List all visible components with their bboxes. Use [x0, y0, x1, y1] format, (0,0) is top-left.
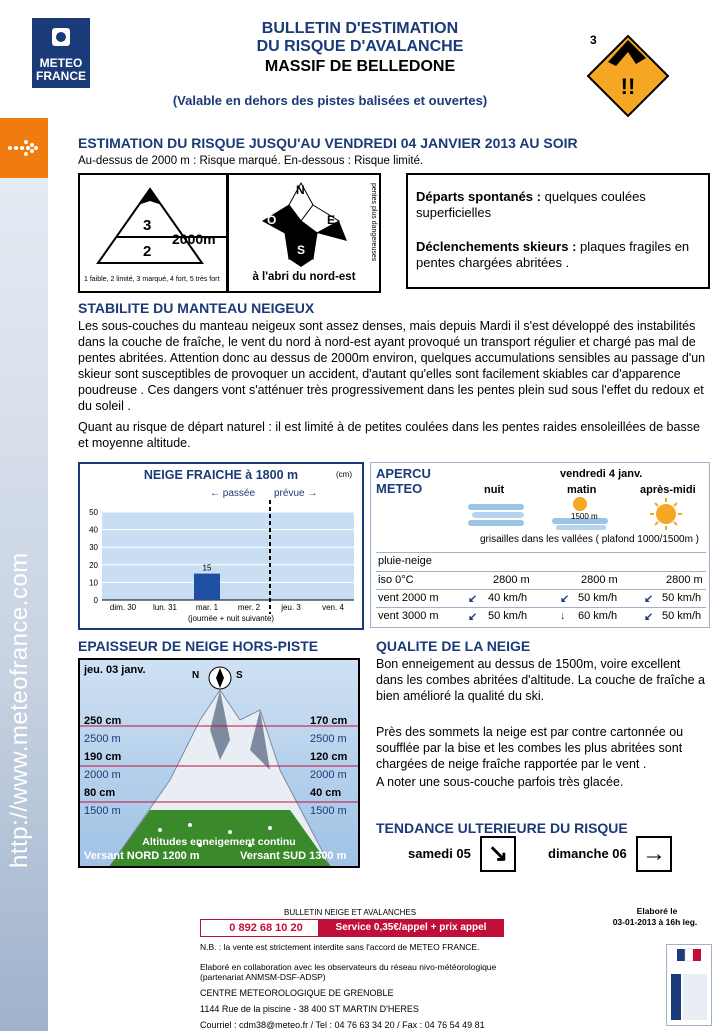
- dotted-arrow-icon: [0, 118, 48, 178]
- sun-icon: [650, 498, 682, 530]
- row-label: iso 0°C: [378, 574, 414, 586]
- meteo-france-logo: [32, 18, 90, 88]
- departs-text: quelques coulées superficielles: [416, 189, 646, 220]
- x-tick-label: mar. 1: [195, 603, 219, 612]
- declench-label: Déclenchements skieurs :: [416, 239, 577, 254]
- elabore-date: 03-01-2013 à 16h leg.: [612, 917, 698, 927]
- footer-address: 1144 Rue de la piscine - 38 400 ST MARTIN D'HERES: [200, 1004, 419, 1014]
- risk-3-warning-icon: [586, 34, 670, 118]
- wind-arrow-icon: ↙: [644, 611, 654, 623]
- left-alt-2: 2000 m: [84, 769, 121, 781]
- tendance-day1: samedi 05: [408, 846, 471, 861]
- compass-o: O: [267, 213, 277, 227]
- compass-n-label: N: [192, 670, 200, 681]
- fog-icon: [468, 504, 524, 526]
- left-alt-3: 1500 m: [84, 805, 121, 817]
- stabilite-paragraph-1: Les sous-couches du manteau neigeux sont assez denses, mais depuis Mardi il s'est développé des instabilités dans la couche de fraîche, le vent du nord à nord-est ayant provoqué un transport régulier et chargé pas mal de pentes abritées. Attention donc au dessus de 2000m environ, quelques accumulations sensibles au passage d'un skieur sont susceptibles de provoquer un accident, d'autant qu'elles sont facilement skiables car d'apparence poudreuse . Ces dangers vont s'atténuer très progressivement dans les pentes plein sud sous l'effet du redoux et du soleil .: [78, 319, 706, 413]
- risk-detail-box: [406, 173, 710, 289]
- apercu-day: vendredi 4 janv.: [560, 468, 643, 480]
- prevue-label: prévue →: [274, 488, 318, 499]
- bar: [194, 574, 220, 600]
- apercu-row-vent3000: [376, 607, 706, 626]
- right-depth-1: 170 cm: [310, 715, 348, 727]
- ministry-emblem-icon: [667, 970, 711, 1028]
- trend-arrow-right-icon: →: [636, 836, 672, 872]
- bar-value-label: 15: [202, 563, 212, 573]
- vent2000-apres-midi: 50 km/h: [662, 592, 702, 604]
- versant-nord: Versant NORD 1200 m: [84, 850, 200, 862]
- tendance-day2: dimanche 06: [548, 846, 627, 861]
- x-tick-label: jeu. 3: [281, 603, 301, 612]
- mountain-risk-diagram-icon: [80, 175, 226, 271]
- right-depth-3: 40 cm: [310, 787, 342, 799]
- neige-fraiche-title: NEIGE FRAICHE à 1800 m: [143, 468, 299, 482]
- risk-lower: 2: [143, 243, 152, 260]
- estimation-summary: Au-dessus de 2000 m : Risque marqué. En-dessous : Risque limité.: [78, 155, 424, 167]
- wind-arrow-icon: ↓: [560, 610, 566, 622]
- y-tick-label: 50: [89, 508, 98, 517]
- freezing-alt-label: 1500 m: [571, 512, 598, 521]
- period-apres-midi: après-midi: [640, 484, 696, 496]
- vent2000-nuit: 40 km/h: [488, 592, 528, 604]
- elabore-label: Elaboré le: [636, 906, 678, 916]
- apercu-note: grisailles dans les vallées ( plafond 1000/1500m ): [480, 534, 700, 545]
- logo-line1: METEO: [39, 56, 83, 70]
- wind-arrow-icon: ↙: [644, 593, 654, 605]
- x-tick-label: lun. 31: [152, 603, 178, 612]
- apercu-row-pluie: [376, 552, 706, 571]
- day-note: (journée + nuit suivante): [188, 614, 275, 623]
- period-nuit: nuit: [484, 484, 505, 496]
- right-depth-2: 120 cm: [310, 751, 348, 763]
- logo-emblem-icon: [32, 18, 90, 52]
- sidebar-orange-tab: [0, 118, 48, 178]
- risk-mountain-box: [78, 173, 228, 293]
- risk-level-number: 3: [590, 33, 597, 47]
- wind-arrow-icon: ↙: [468, 593, 478, 605]
- period-matin: matin: [567, 484, 597, 496]
- chart-plot-bg: [102, 512, 354, 600]
- compass-icon: [206, 664, 234, 692]
- logo-line2: FRANCE: [36, 69, 86, 83]
- vent3000-apres-midi: 50 km/h: [662, 610, 702, 622]
- declench-text: plaques fragiles en pentes chargées abritées .: [416, 239, 690, 270]
- phone-number[interactable]: 0 892 68 10 20: [200, 919, 332, 937]
- qualite-paragraph-1: Bon enneigement au dessus de 1500m, voire excellent dans les combes abritées d'altitude. La couche de fraîche a bien amélioré la qualité du ski.: [376, 657, 705, 703]
- departs-label: Départs spontanés :: [416, 189, 541, 204]
- left-depth-1: 250 cm: [84, 715, 122, 727]
- left-depth-3: 80 cm: [84, 787, 116, 799]
- y-tick-label: 10: [89, 578, 98, 588]
- estimation-title: ESTIMATION DU RISQUE JUSQU'AU VENDREDI 04 JANVIER 2013 AU SOIR: [78, 135, 578, 151]
- x-tick-label: dim. 30: [109, 603, 137, 612]
- title-line1: BULLETIN D'ESTIMATION: [261, 20, 459, 37]
- risk-scale-legend: 1 faible, 2 limité, 3 marqué, 4 fort, 5 très fort: [84, 276, 220, 283]
- iso-matin: 2800 m: [581, 574, 618, 586]
- neige-fraiche-unit: (cm): [336, 470, 352, 479]
- aspect-caption: à l'abri du nord-est: [252, 271, 356, 283]
- compass-s: S: [297, 243, 306, 257]
- qualite-paragraph-3: A noter une sous-couche parfois très glacée.: [376, 775, 624, 789]
- versant-sud: Versant SUD 1300 m: [240, 850, 347, 862]
- left-alt-1: 2500 m: [84, 733, 121, 745]
- vent3000-nuit: 50 km/h: [488, 610, 528, 622]
- chart-xlabels: [110, 603, 345, 612]
- footer-contact[interactable]: Courriel : cdm38@meteo.fr / Tel : 04 76 63 34 20 / Fax : 04 76 54 49 81: [200, 1020, 485, 1030]
- y-tick-label: 30: [89, 543, 98, 553]
- neige-fraiche-panel: [78, 462, 364, 630]
- x-tick-label: mer. 2: [237, 603, 261, 612]
- altitudes-label: Altitudes enneigement continu: [142, 836, 296, 848]
- row-label: vent 3000 m: [378, 610, 439, 622]
- right-alt-3: 1500 m: [310, 805, 347, 817]
- passee-label: ← passée: [210, 488, 256, 499]
- neige-fraiche-chart: [80, 464, 362, 628]
- snow-depth-panel: [78, 658, 360, 868]
- row-label: pluie-neige: [378, 555, 432, 567]
- apercu-row-iso: [376, 571, 706, 590]
- risk-exclamations: !!: [620, 74, 636, 99]
- epaisseur-title: EPAISSEUR DE NEIGE HORS-PISTE: [78, 638, 319, 654]
- footer-dotted-arrow-icon: [140, 962, 190, 982]
- row-label: vent 2000 m: [378, 592, 439, 604]
- stabilite-title: STABILITE DU MANTEAU NEIGEUX: [78, 300, 315, 316]
- trend-arrow-down-right-icon: ↘: [480, 836, 516, 872]
- apercu-title-1: APERCU: [376, 466, 431, 481]
- x-tick-label: ven. 4: [322, 603, 344, 612]
- altitude-threshold: 2000m: [172, 231, 216, 247]
- stabilite-paragraph-2: Quant au risque de départ naturel : il est limité à de petites coulées dans les pentes raides ensoleillées de basse et moyenne altitude.: [78, 420, 700, 450]
- ministry-logo: [666, 944, 712, 1026]
- validity-subtitle: (Valable en dehors des pistes balisées et ouvertes): [172, 93, 488, 108]
- chart-yticks: [89, 508, 98, 605]
- title-line2: DU RISQUE D'AVALANCHE: [256, 38, 464, 55]
- y-tick-label: 40: [89, 525, 98, 535]
- y-tick-label: 20: [89, 560, 98, 570]
- aspect-rose-box: N E S O pentes plus dangereuses à l'abri du nord-est: [227, 173, 381, 293]
- right-alt-1: 2500 m: [310, 733, 347, 745]
- phone-service-tariff: Service 0,35€/appel + prix appel: [318, 919, 504, 937]
- apercu-row-vent2000: [376, 589, 706, 608]
- vent2000-matin: 50 km/h: [578, 592, 618, 604]
- apercu-title-2: METEO: [376, 481, 423, 496]
- right-alt-2: 2000 m: [310, 769, 347, 781]
- risk-upper: 3: [143, 217, 152, 234]
- footer-nb: N.B. : la vente est strictement interdite sans l'accord de METEO FRANCE.: [200, 942, 480, 952]
- y-tick-label: 0: [93, 596, 98, 605]
- left-depth-2: 190 cm: [84, 751, 122, 763]
- massif-name: MASSIF DE BELLEDONE: [264, 58, 456, 75]
- compass-s-label: S: [236, 670, 243, 681]
- iso-apres-midi: 2800 m: [666, 574, 703, 586]
- vent3000-matin: 60 km/h: [578, 610, 618, 622]
- compass-e: E: [327, 213, 336, 227]
- qualite-paragraph-2: Près des sommets la neige est par contre cartonnée ou soufflée par la bise et les combes les plus abritées sont chargées de neige fraîche rapportée par le vent .: [376, 725, 684, 771]
- tendance-title: TENDANCE ULTERIEURE DU RISQUE: [376, 820, 628, 836]
- compass-n: N: [296, 183, 305, 197]
- french-flag-icon: [667, 945, 711, 965]
- footer-centre: CENTRE METEOROLOGIQUE DE GRENOBLE: [200, 988, 394, 998]
- epaisseur-date: jeu. 03 janv.: [84, 664, 146, 676]
- wind-arrow-icon: ↙: [468, 611, 478, 623]
- footer-bulletin-label: BULLETIN NEIGE ET AVALANCHES: [284, 908, 417, 917]
- wind-arrow-icon: ↙: [560, 593, 570, 605]
- sidebar-url-text[interactable]: [6, 828, 34, 868]
- iso-nuit: 2800 m: [493, 574, 530, 586]
- footer-collab: Elaboré en collaboration avec les observateurs du réseau nivo-météorologique (partenariat ANMSM-DSF-ADSP): [200, 962, 497, 982]
- qualite-title: QUALITE DE LA NEIGE: [376, 638, 531, 654]
